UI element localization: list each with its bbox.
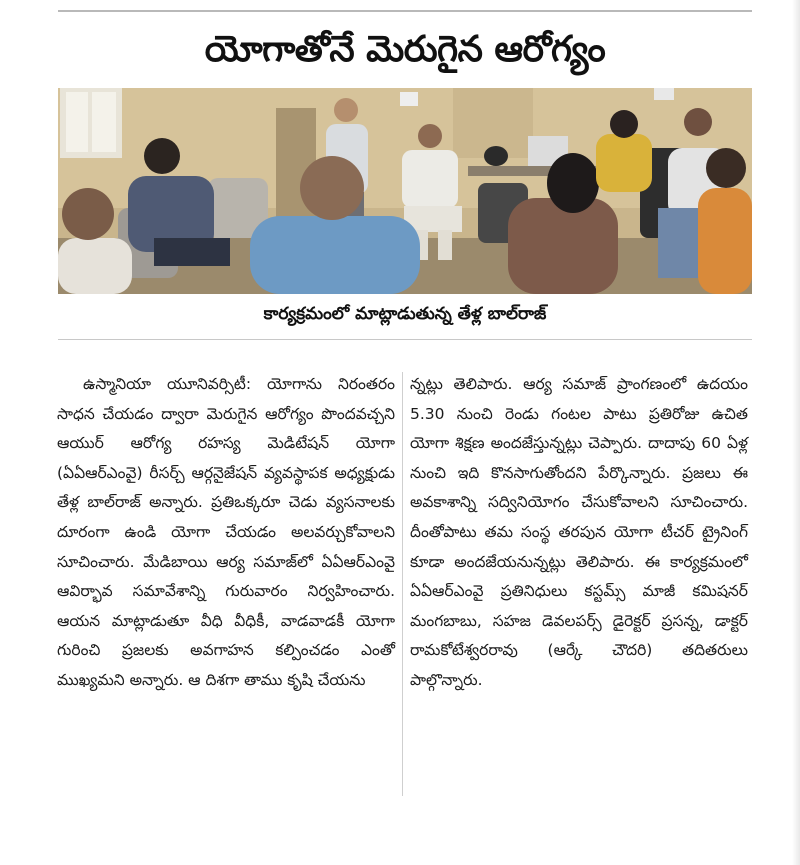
top-rule [58, 10, 752, 12]
article-column-left [57, 370, 395, 696]
page-edge [792, 0, 800, 865]
column-divider [402, 372, 403, 796]
article-text-left: ఉస్మానియా యూనివర్సిటీ: యోగాను నిరంతరం సాధన చేయడం ద్వారా మెరుగైన ఆరోగ్యం పొందవచ్చని ఆయుర్ ఆరోగ్య రహస్య మెడిటేషన్ యోగా (ఏఏఆర్‌ఎంవై) రీసర్చ్ ఆర్గనైజేషన్ వ్యవస్థాపక అధ్యక్షుడు తేళ్ల బాల్‌రాజ్ అన్నారు. ప్రతిఒక్కరూ చెడు వ్యసనాలకు దూరంగా ఉండి యోగా చేయడం అలవర్చుకోవాలని సూచించారు. మేడిబాయి ఆర్య సమాజ్‌లో ఏఏఆర్‌ఎంవై ఆవిర్భావ సమావేశాన్ని గురువారం నిర్వహించారు. ఆయన మాట్లాడుతూ వీధి వీధికీ, వాడవాడకీ యోగా గురించి ప్రజలకు అవగాహన కల్పించడం ఎంతో ముఖ్యమని అన్నారు. ఆ దిశగా తాము కృషి చేయను [57, 375, 395, 689]
article-photo [58, 88, 752, 294]
article-column-right [410, 370, 748, 696]
photo-caption: కార్యక్రమంలో మాట్లాడుతున్న తేళ్ల బాల్‌రాజ్ [263, 304, 547, 324]
headline: యోగాతోనే మెరుగైన ఆరోగ్యం [204, 29, 606, 70]
caption-rule [58, 339, 752, 340]
article-text-right: న్నట్లు తెలిపారు. ఆర్య సమాజ్ ప్రాంగణంలో ఉదయం 5.30 నుంచి రెండు గంటల పాటు ప్రతిరోజు ఉచిత యోగా శిక్షణ అందజేస్తున్నట్లు చెప్పారు. దాదాపు 60 ఏళ్ల నుంచి ఇది కొనసాగుతోందని పేర్కొన్నారు. ప్రజలు ఈ అవకాశాన్ని సద్వినియోగం చేసుకోవాలని సూచించారు. దీంతోపాటు తమ సంస్థ తరపున యోగా టీచర్ ట్రైనింగ్ కూడా అందజేయనున్నట్లు తెలిపారు. ఈ కార్యక్రమంలో ఏఏఆర్‌ఎంవై ప్రతినిధులు కస్టమ్స్ మాజీ కమిషనర్ మంగబాబు, సహజ డెవలపర్స్ డైరెక్టర్ ప్రసన్న, డాక్టర్ రామకోటేశ్వరరావు (ఆర్కే చౌదరి) తదితరులు పాల్గొన్నారు. [410, 375, 748, 689]
